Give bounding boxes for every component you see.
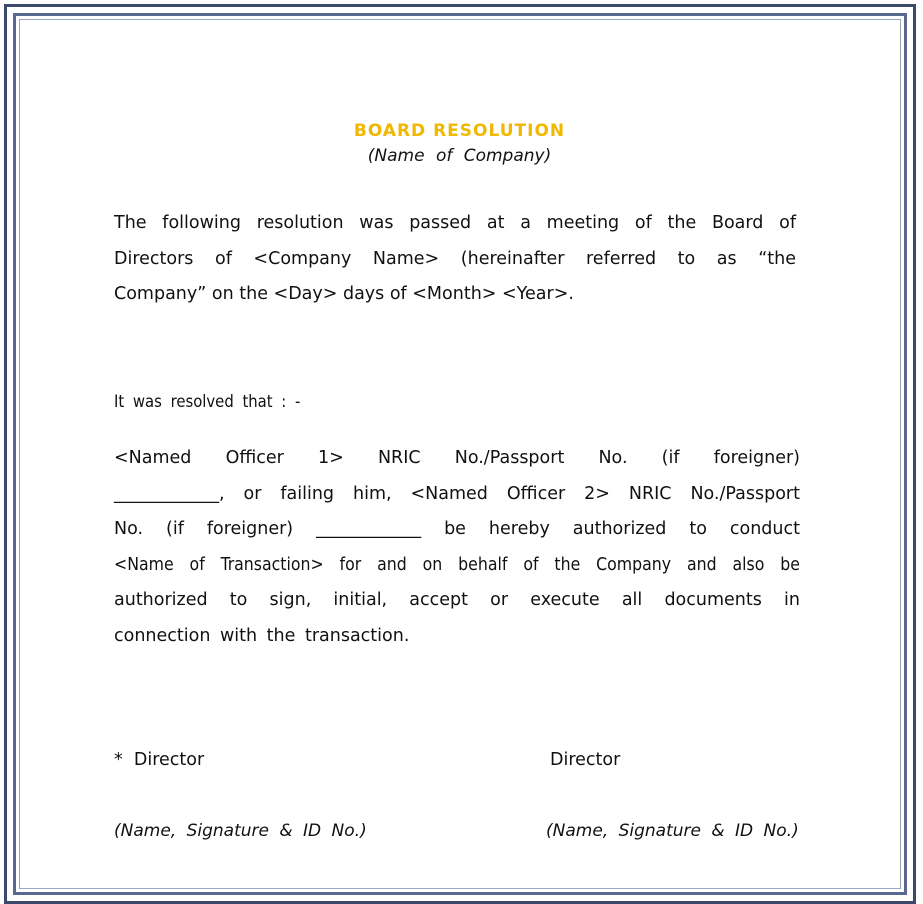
intro-paragraph — [114, 206, 796, 313]
intro-line: Company” on the <Day> days of <Month> <Year>. — [114, 284, 574, 304]
resolved-label: It was resolved that : - — [114, 392, 301, 411]
director-right-label: Director — [550, 750, 621, 770]
resolution-line: authorized to sign, initial, accept or execute all documents in — [114, 590, 800, 610]
resolution-line: No. (if foreigner) ____________ be hereby authorized to conduct — [114, 519, 800, 539]
resolution-line: <Named Officer 1> NRIC No./Passport No. (if foreigner) — [114, 448, 800, 468]
director-right-signature-line: (Name, Signature & ID No.) — [546, 821, 799, 841]
intro-line: Directors of <Company Name> (hereinafter referred to as “the — [114, 248, 796, 269]
intro-line: The following resolution was passed at a meeting of the Board of — [114, 213, 796, 233]
resolution-paragraph — [114, 441, 800, 654]
resolution-line: <Name of Transaction> for and on behalf of the Company and also be — [114, 554, 800, 575]
document-subtitle: (Name of Company) — [367, 146, 552, 166]
document-title: BOARD RESOLUTION — [353, 121, 566, 141]
resolution-line: connection with the transaction. — [114, 625, 410, 646]
director-left-signature-line: (Name, Signature & ID No.) — [114, 821, 367, 841]
resolution-line: ____________, or failing him, <Named Officer 2> NRIC No./Passport — [114, 483, 800, 504]
director-left-label: * Director — [114, 750, 205, 770]
